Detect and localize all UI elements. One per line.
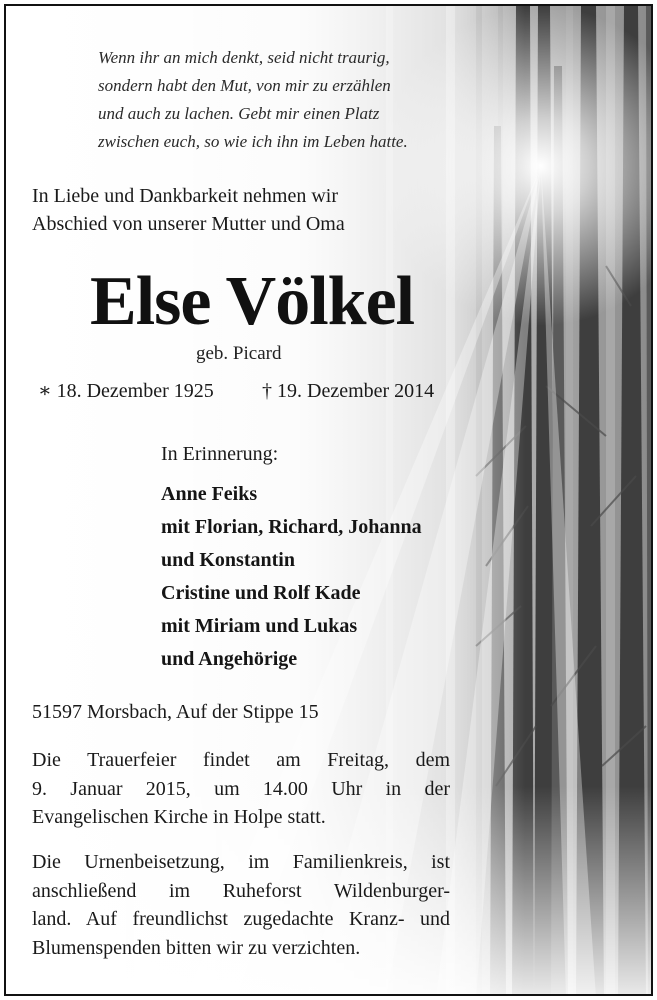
farewell-intro bbox=[32, 182, 345, 238]
burial-line: Blumenspenden bitten wir zu verzichten. bbox=[32, 936, 361, 959]
mourner-line: Anne Feiks bbox=[161, 483, 258, 505]
ceremony-line: 9. Januar 2015, um 14.00 Uhr in der bbox=[32, 777, 450, 800]
ceremony-line: Evangelischen Kirche in Holpe statt. bbox=[32, 806, 326, 828]
deceased-name: Else Völkel bbox=[90, 263, 415, 340]
poem-line: Wenn ihr an mich denkt, seid nicht traurig, bbox=[98, 48, 390, 67]
intro-line: In Liebe und Dankbarkeit nehmen wir bbox=[32, 185, 339, 207]
mourner-line: und Angehörige bbox=[161, 648, 298, 670]
death-date: † 19. Dezember 2014 bbox=[262, 380, 435, 402]
poem-line: zwischen euch, so wie ich ihn im Leben hatte. bbox=[98, 132, 408, 151]
memorial-poem bbox=[98, 44, 408, 156]
poem-line: und auch zu lachen. Gebt mir einen Platz bbox=[98, 104, 380, 123]
maiden-name: geb. Picard bbox=[196, 343, 282, 364]
family-address: 51597 Morsbach, Auf der Stippe 15 bbox=[32, 701, 319, 723]
mourner-line: mit Florian, Richard, Johanna bbox=[161, 516, 422, 538]
memory-label: In Erinnerung: bbox=[161, 443, 279, 465]
burial-line: Die Urnenbeisetzung, im Familienkreis, ist bbox=[32, 851, 450, 873]
mourners-list bbox=[161, 478, 422, 676]
burial-line: anschließend im Ruheforst Wildenburger- bbox=[32, 879, 450, 902]
ceremony-line: Die Trauerfeier findet am Freitag, dem bbox=[32, 749, 450, 771]
urn-burial-info bbox=[32, 848, 450, 962]
birth-date: ∗ 18. Dezember 1925 bbox=[38, 380, 214, 402]
notice-border bbox=[4, 4, 653, 996]
mourner-line: Cristine und Rolf Kade bbox=[161, 582, 361, 604]
intro-line: Abschied von unserer Mutter und Oma bbox=[32, 213, 345, 235]
mourner-line: mit Miriam und Lukas bbox=[161, 615, 358, 637]
funeral-ceremony-info bbox=[32, 746, 450, 832]
mourner-line: und Konstantin bbox=[161, 549, 295, 571]
poem-line: sondern habt den Mut, von mir zu erzählen bbox=[98, 76, 391, 95]
burial-line: land. Auf freundlichst zugedachte Kranz- und bbox=[32, 908, 450, 930]
